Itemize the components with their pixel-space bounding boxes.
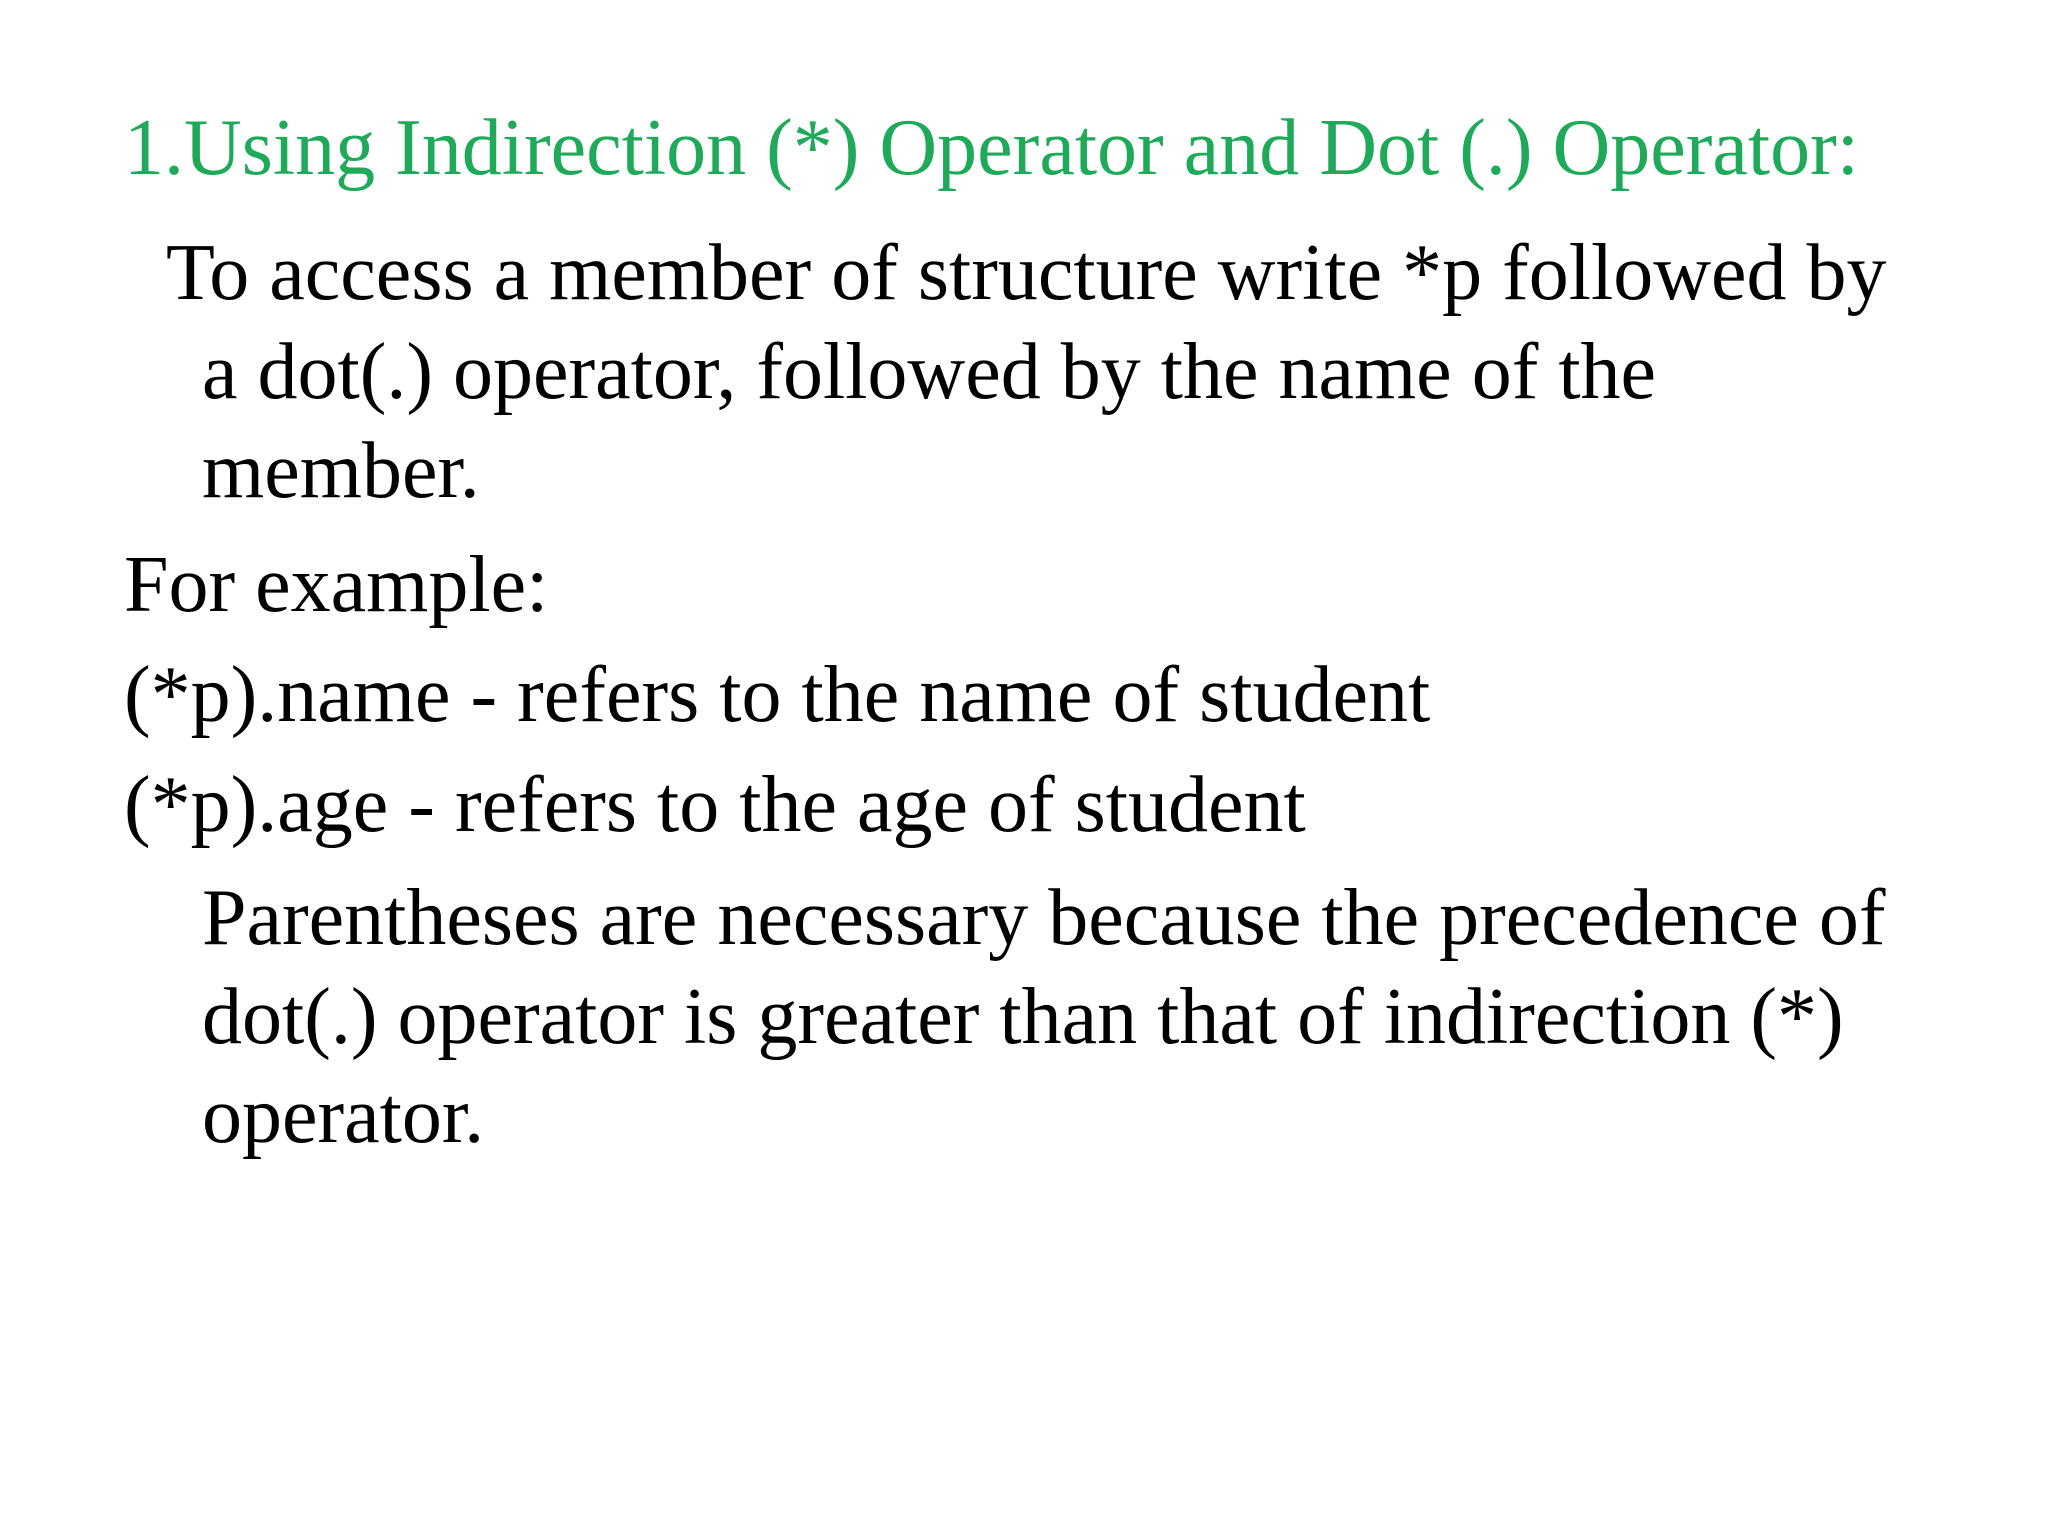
slide-heading: 1.Using Indirection (*) Operator and Dot (.) Operator: xyxy=(124,104,1859,192)
note-line-1: Parentheses are necessary because the precedence of xyxy=(202,874,1886,962)
intro-line-2: a dot(.) operator, followed by the name of the xyxy=(202,328,1657,416)
example-age: (*p).age - refers to the age of student xyxy=(124,761,1306,849)
note-line-2: dot(.) operator is greater than that of indirection (*) xyxy=(202,973,1844,1061)
intro-line-1: To access a member of structure write *p followed by xyxy=(166,229,1887,317)
intro-line-3: member. xyxy=(202,427,480,515)
example-label: For example: xyxy=(124,541,549,629)
note-line-3: operator. xyxy=(202,1072,485,1160)
example-name: (*p).name - refers to the name of student xyxy=(124,651,1431,739)
